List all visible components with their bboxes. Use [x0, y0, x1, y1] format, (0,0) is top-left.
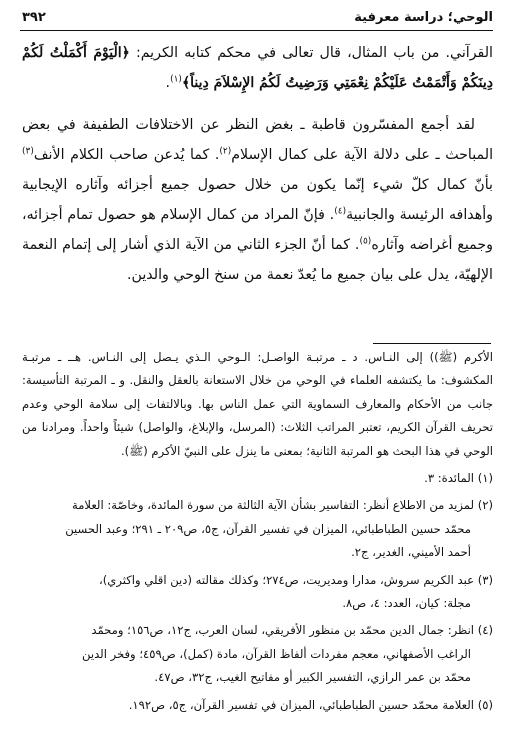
paragraph-2-part5: . كما أنّ الجزء الثاني من الآية الذي أشار إلى إتمام النعمة الإلهيّة، يدل على بيان جميع ما يُعدّ نعمة من سنخ الوحي والدين.	[22, 237, 493, 283]
paragraph-2-part1: لقد أجمع المفسّرون قاطبة ـ بغض النظر عن الاختلافات الطفيفة في بعض المباحث ـ على دلالة الآية على كمال الإسلام	[22, 117, 494, 163]
footnote-4-line: (٤) انظر: جمال الدين محمّد بن منظور الأفريقي، لسان العرب، ج١٢، ص١٥٦؛ ومحمّد	[91, 623, 493, 638]
quran-verse: ﴿الْيَوْمَ أَكْمَلْتُ لَكُمْ دِينَكُمْ وَأَتْمَمْتُ عَلَيْكُمْ نِعْمَتِي وَرَضِيتُ لَكُمُ الإِسْلاَمَ دِيناً﴾	[22, 45, 493, 91]
footnote-divider	[373, 343, 491, 344]
footnote-1	[22, 467, 493, 490]
footnote-2-line: أحمد الأميني، الغدير، ج٢.	[351, 545, 471, 560]
footnote-2-line: (٢) لمزيد من الاطلاع أنظر: التفاسير بشأن الآية الثالثة من سورة المائدة، وخاصّة: العلامة	[71, 498, 493, 513]
paragraph-2	[22, 110, 493, 290]
footnotes	[22, 346, 493, 717]
footnote-3-line: (٣) عبد الكريم سروش، مدارا ومديريت، ص٢٧٤؛ وكذلك مقالته (دين اقلي واكثري)،	[99, 572, 493, 587]
footnote-4-line: محمّد بن عمر الرازي، التفسير الكبير أو مفاتيح الغيب، ج٣٢، ص٤٧.	[154, 670, 471, 685]
page-header	[22, 6, 493, 28]
main-text	[22, 38, 493, 290]
paragraph-1	[22, 38, 493, 98]
footnote-4-line: الراغب الأصفهاني، معجم مفردات ألفاظ القرآن، مادة (كمل)، ص٤٥٩؛ وفخر الدين	[82, 646, 471, 661]
footnote-5-line: (٥) العلامة محمّد حسين الطباطبائي، الميزان في تفسير القرآن، ج٥، ص١٩٢.	[128, 697, 493, 712]
running-title: الوحي؛ دراسة معرفية	[354, 9, 493, 25]
footnote-continuation: الأكرم (ﷺ)) إلى النـاس. د ـ مرتبـة الواصـل: الـوحي الـذي يـصل إلى النـاس. هــ ـ مرتبـة المكشوف: ما يكتشفه العلماء في الوحي من خلال الاستعانة بالعقل والنقل. و ـ المرتبة التأسيسة: جانب من الأحكام والمعارف السماوية التي عمل الناس بها. وبالالتفات إلى سلامة الوحي وعدم تحريف القرآن الكريم، تعتبر المراتب الثلاث: (المرسل، والإبلاغ، والواصل) شيئاً واحداً. ومرادنا من الوحي في هذا البحث هو المرتبة الثانية؛ بمعنى ما ينزل على النبيّ الأكرم (ﷺ).	[22, 350, 493, 458]
footnote-3	[22, 569, 493, 616]
footnote-ref-4: (٤)	[334, 206, 347, 217]
paragraph-2-part4: . فإنّ المراد من كمال الإسلام هو حصول تمام أجزائه، وجميع أغراضه وآثاره	[22, 207, 493, 253]
footnote-ref-1: (١)	[170, 74, 182, 85]
footnote-3-line: مجلة: كيان، العدد: ٤، ص٨.	[342, 596, 471, 611]
page-number: ٣٩٢	[22, 9, 46, 25]
paragraph-1-tail: .	[165, 75, 171, 91]
paragraph-2-part3: بأنّ كمال كلّ شيء إنّما يكون من خلال حصول جميع أجزائه وآثاره الإيجابية وأهدافه الرئيسة والجانبية	[22, 177, 493, 223]
header-divider	[20, 30, 493, 31]
footnote-ref-3: (٣)	[22, 146, 34, 157]
footnote-5	[22, 694, 493, 717]
footnote-ref-2: (٢)	[219, 146, 232, 157]
paragraph-1-lead: القرآني. من باب المثال، قال تعالى في محكم كتابه الكريم:	[129, 45, 493, 61]
footnote-2-line: محمّد حسين الطباطبائي، الميزان في تفسير القرآن، ج٥، ص٢٠٩ ـ ٢٩١؛ وعبد الحسين	[65, 521, 471, 536]
footnote-4	[22, 619, 493, 689]
footnote-2	[22, 494, 493, 564]
paragraph-2-part2: . كما يُدعن صاحب الكلام الأنف	[33, 147, 220, 163]
footnote-ref-5: (٥)	[359, 236, 372, 247]
footnote-1-line: (١) المائدة: ٣.	[424, 471, 493, 486]
